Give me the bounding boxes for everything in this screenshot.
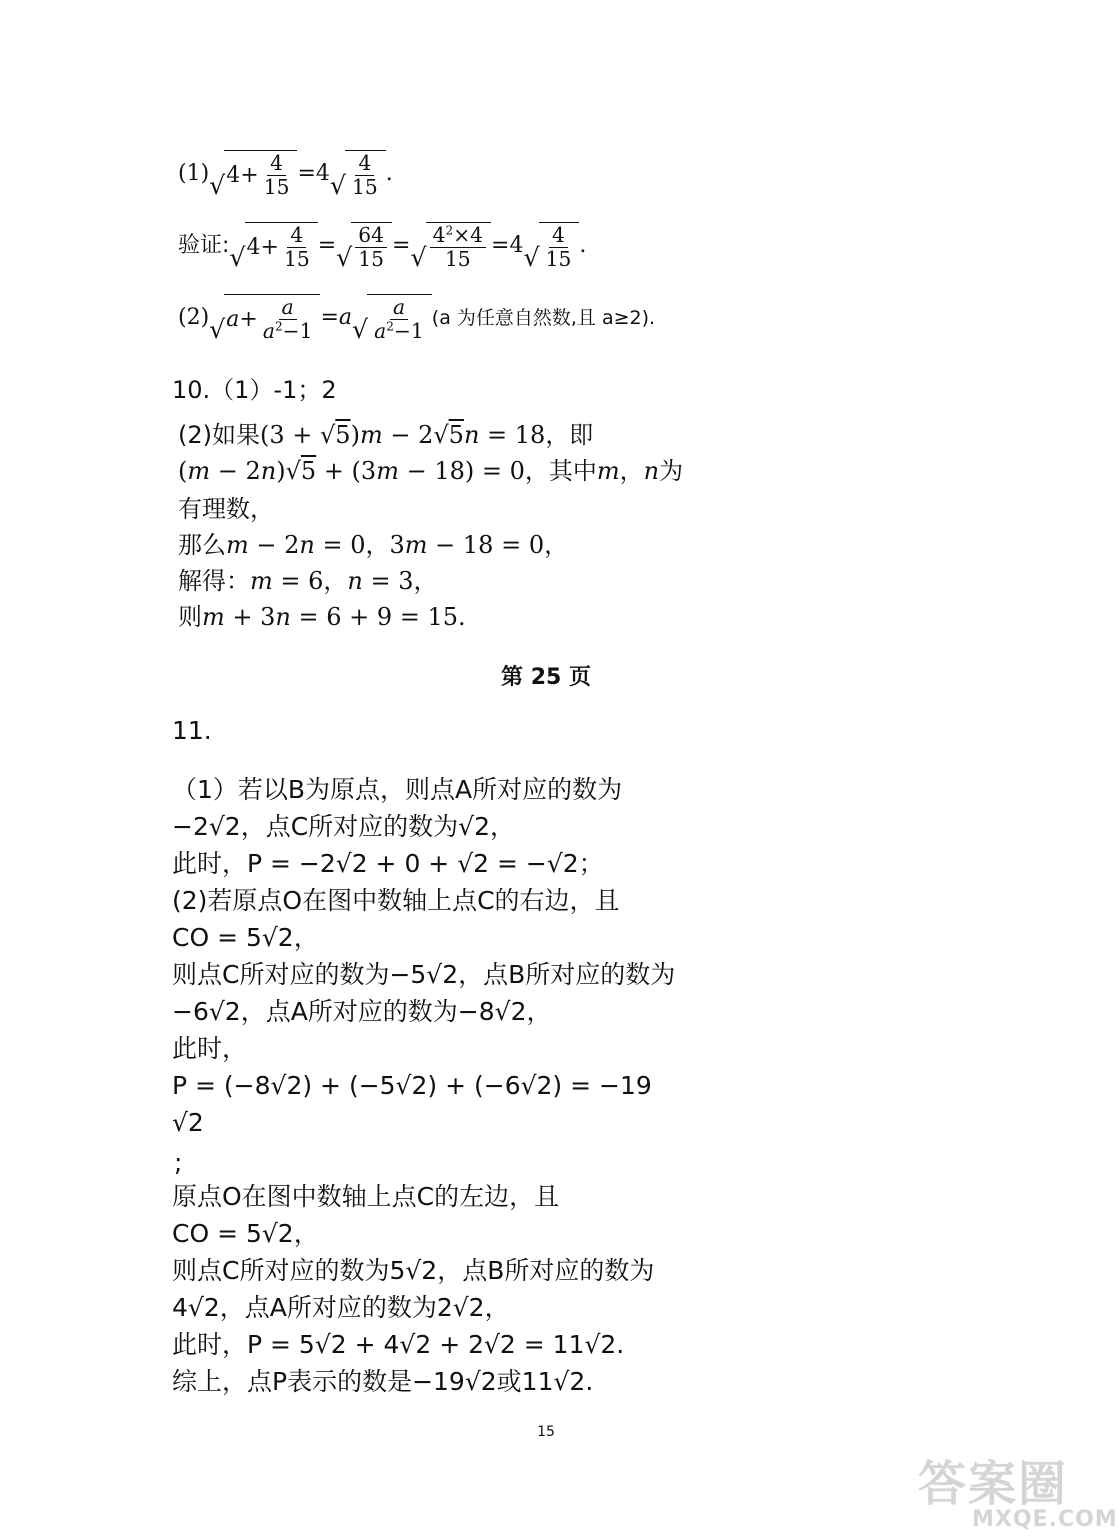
watermark-cn: 答案圈 [918, 1456, 1069, 1512]
item11-line5: CO = 5√2， [172, 923, 319, 952]
item11-line17: 综上，点P表示的数是−19√2或11√2. [172, 1367, 594, 1396]
item9-part1-rhs: √ $\frac{4}{15}$ [330, 150, 386, 198]
watermark-en: MXQE.COM [972, 1507, 1118, 1532]
item9-part1-label: (1) [178, 161, 210, 187]
item11-line14: 则点C所对应的数为5√2，点B所对应的数为 [172, 1256, 655, 1285]
item11-line16: 此时，P = 5√2 + 4√2 + 2√2 = 11√2. [172, 1330, 625, 1359]
item10-line3: 有理数， [178, 495, 274, 523]
item10-line6: 则m + 3n = 6 + 9 = 15. [178, 603, 466, 631]
watermark-logo [910, 1445, 1118, 1533]
item11-line9: P = (−8√2) + (−5√2) + (−6√2) = −19 [172, 1071, 652, 1100]
item9-verify: 验证: √ 4+ $\frac{4}{15}$ = √ $\frac{64}{15}$ = √ $\frac{4^2\times 4}{15}$ =4 √ $\frac{4}{15}$ . [178, 223, 587, 273]
item11-line1: （1）若以B为原点，则点A所对应的数为 [172, 775, 623, 804]
item11-line13: CO = 5√2， [172, 1219, 319, 1248]
item9-part2: (2) √ a + $\frac{a}{a^2-1}$ =a √ $\frac{a}{a^2-1}$ (a 为任意自然数,且 a≥2). [178, 295, 656, 345]
page-heading: 第 25 页 [501, 665, 591, 690]
item10-line2: (m − 2n)√5 + (3m − 18) = 0，其中m，n为 [178, 457, 684, 485]
item11-head: 11. [172, 716, 212, 745]
item10-line5: 解得：m = 6，n = 3， [178, 567, 438, 595]
item10-line4: 那么m − 2n = 0，3m − 18 = 0， [178, 531, 569, 559]
item11-line6: 则点C所对应的数为−5√2，点B所对应的数为 [172, 960, 676, 989]
item9-part2-label: (2) [178, 305, 210, 331]
item9-part1: (1) √ 4+ $\frac{4}{15}$ =4 √ $\frac{4}{15}$ . [178, 151, 393, 201]
item11-line8: 此时， [172, 1034, 248, 1063]
item11-line12: 原点O在图中数轴上点C的左边，且 [172, 1182, 560, 1211]
item11-line11: ; [174, 1148, 183, 1177]
item11-line10: √2 [172, 1108, 204, 1137]
item11-line15: 4√2，点A所对应的数为2√2， [172, 1293, 510, 1322]
item11-line4: (2)若原点O在图中数轴上点C的右边，且 [172, 886, 620, 915]
item10-line1: (2)如果(3 + √5)m − 2√5n = 18，即 [178, 421, 594, 449]
item9-verify-label: 验证: [178, 233, 230, 259]
item11-line7: −6√2，点A所对应的数为−8√2， [172, 997, 552, 1026]
item11-line2: −2√2，点C所对应的数为√2， [172, 812, 515, 841]
page-number: 15 [537, 1424, 555, 1440]
item9-part2-condition: (a 为任意自然数,且 a≥2). [431, 307, 656, 330]
item10-head: 10.（1）-1；2 [172, 376, 337, 404]
item9-part1-lhs: √ 4+ $\frac{4}{15}$ [209, 150, 297, 198]
item11-line3: 此时，P = −2√2 + 0 + √2 = −√2； [172, 849, 604, 878]
